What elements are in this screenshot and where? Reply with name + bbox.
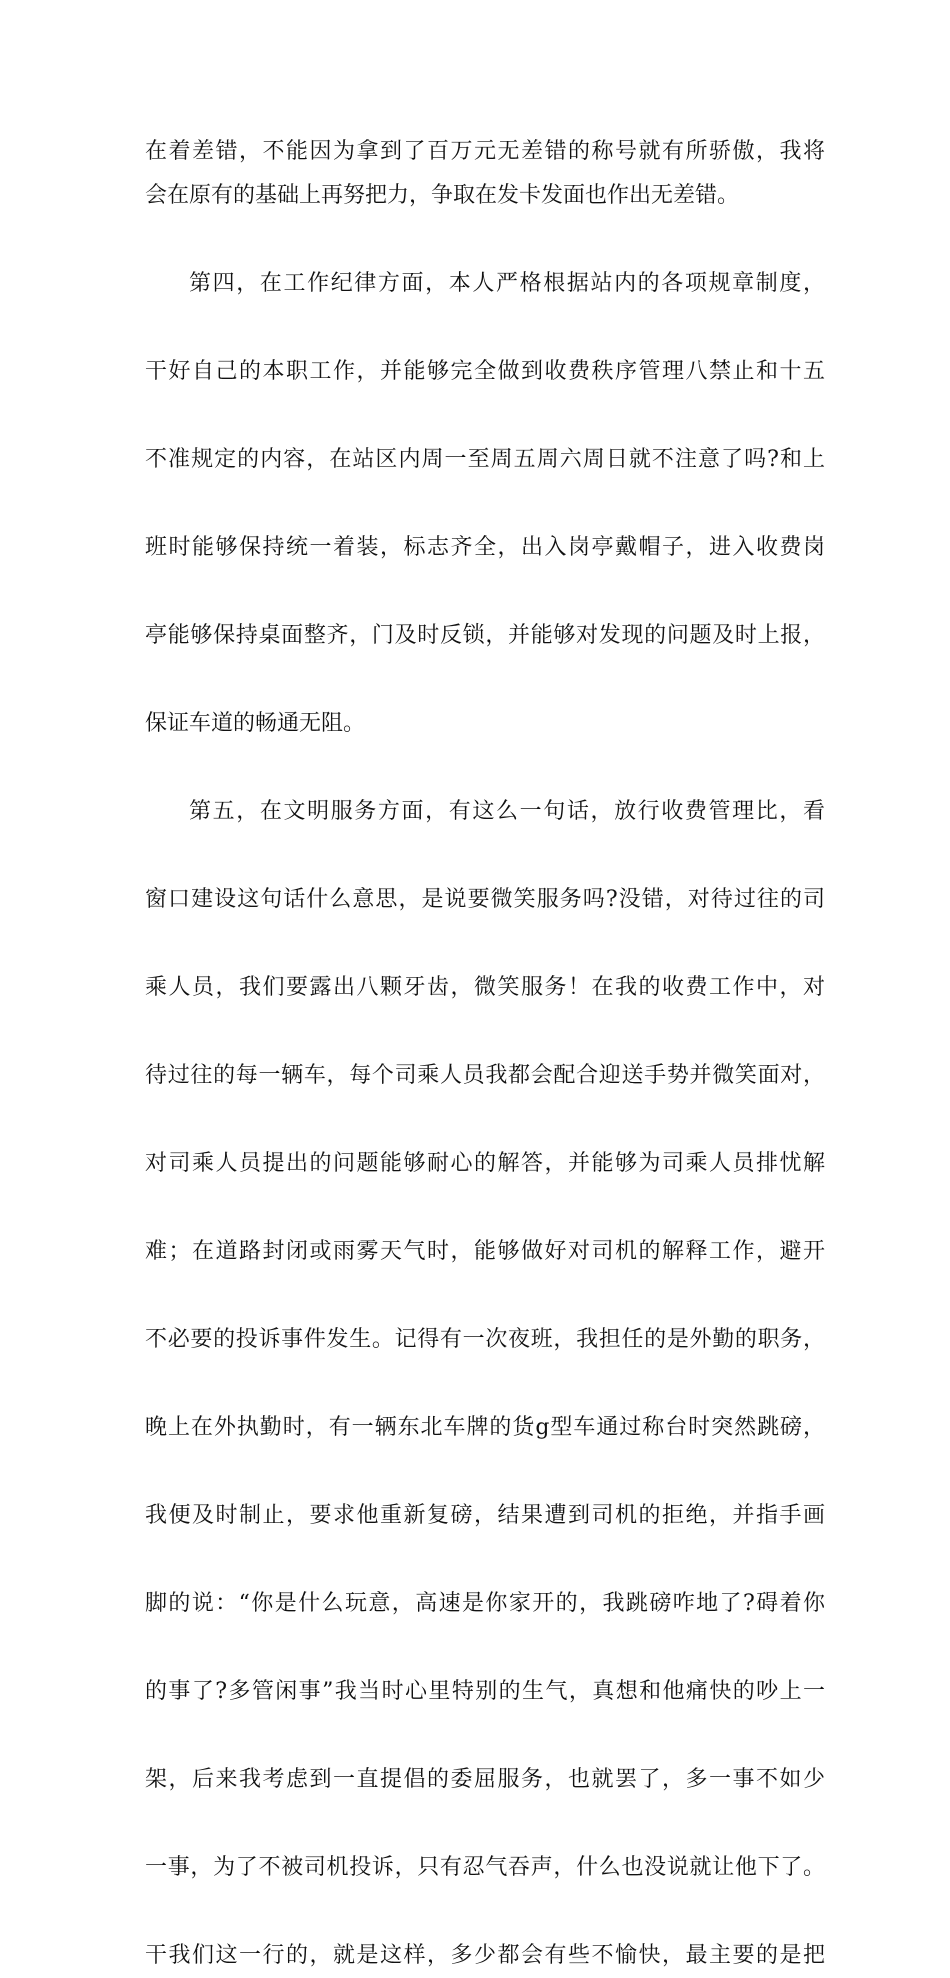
paragraph-gap xyxy=(145,482,825,526)
paragraph-gap xyxy=(145,1098,825,1142)
text-line: 不必要的投诉事件发生。记得有一次夜班，我担任的是外勤的职务， xyxy=(145,1327,825,1352)
paragraph-gap xyxy=(145,1890,825,1934)
paragraph-gap xyxy=(145,1802,825,1846)
text-line: 在着差错，不能因为拿到了百万元无差错的称号就有所骄傲，我将 xyxy=(145,139,825,164)
paragraph-gap xyxy=(145,1362,825,1406)
text-line: 会在原有的基础上再努把力，争取在发卡发面也作出无差错。 xyxy=(145,183,740,208)
paragraph-gap xyxy=(145,394,825,438)
paragraph-gap xyxy=(145,1274,825,1318)
text-line: 第四，在工作纪律方面，本人严格根据站内的各项规章制度， xyxy=(189,271,825,296)
body-text xyxy=(145,130,825,1978)
paragraph-gap xyxy=(145,1010,825,1054)
text-line: 保证车道的畅通无阻。 xyxy=(145,711,366,736)
paragraph-gap xyxy=(145,1714,825,1758)
paragraph-gap xyxy=(145,658,825,702)
text-line: 班时能够保持统一着装，标志齐全，出入岗亭戴帽子，进入收费岗 xyxy=(145,535,825,560)
paragraph-gap xyxy=(145,1626,825,1670)
paragraph-gap xyxy=(145,746,825,790)
text-line: 窗口建设这句话什么意思，是说要微笑服务吗?没错，对待过往的司 xyxy=(145,887,825,912)
text-line: 待过往的每一辆车，每个司乘人员我都会配合迎送手势并微笑面对， xyxy=(145,1063,825,1088)
paragraph-gap xyxy=(145,922,825,966)
text-line: 的事了?多管闲事”我当时心里特别的生气，真想和他痛快的吵上一 xyxy=(145,1679,825,1704)
paragraph-gap xyxy=(145,1538,825,1582)
text-line: 干好自己的本职工作，并能够完全做到收费秩序管理八禁止和十五 xyxy=(145,359,825,384)
text-line: 干我们这一行的，就是这样，多少都会有些不愉快，最主要的是把 xyxy=(145,1943,825,1968)
text-line: 乘人员，我们要露出八颗牙齿，微笑服务！在我的收费工作中，对 xyxy=(145,975,825,1000)
text-line: 一事，为了不被司机投诉，只有忍气吞声，什么也没说就让他下了。 xyxy=(145,1855,825,1880)
text-line: 脚的说：“你是什么玩意，高速是你家开的，我跳磅咋地了?碍着你 xyxy=(145,1591,825,1616)
paragraph-gap xyxy=(145,218,825,262)
text-line: 我便及时制止，要求他重新复磅，结果遭到司机的拒绝，并指手画 xyxy=(145,1503,825,1528)
text-line: 不准规定的内容，在站区内周一至周五周六周日就不注意了吗?和上 xyxy=(145,447,825,472)
paragraph-gap xyxy=(145,570,825,614)
paragraph-gap xyxy=(145,834,825,878)
text-line: 晚上在外执勤时，有一辆东北车牌的货g型车通过称台时突然跳磅， xyxy=(145,1415,825,1440)
text-line: 架，后来我考虑到一直提倡的委屈服务，也就罢了，多一事不如少 xyxy=(145,1767,825,1792)
paragraph-gap xyxy=(145,1450,825,1494)
paragraph-gap xyxy=(145,306,825,350)
text-line: 亭能够保持桌面整齐，门及时反锁，并能够对发现的问题及时上报， xyxy=(145,623,825,648)
text-line: 难；在道路封闭或雨雾天气时，能够做好对司机的解释工作，避开 xyxy=(145,1239,825,1264)
text-line: 第五，在文明服务方面，有这么一句话，放行收费管理比，看 xyxy=(189,799,825,824)
paragraph-gap xyxy=(145,1186,825,1230)
text-line: 对司乘人员提出的问题能够耐心的解答，并能够为司乘人员排忧解 xyxy=(145,1151,825,1176)
